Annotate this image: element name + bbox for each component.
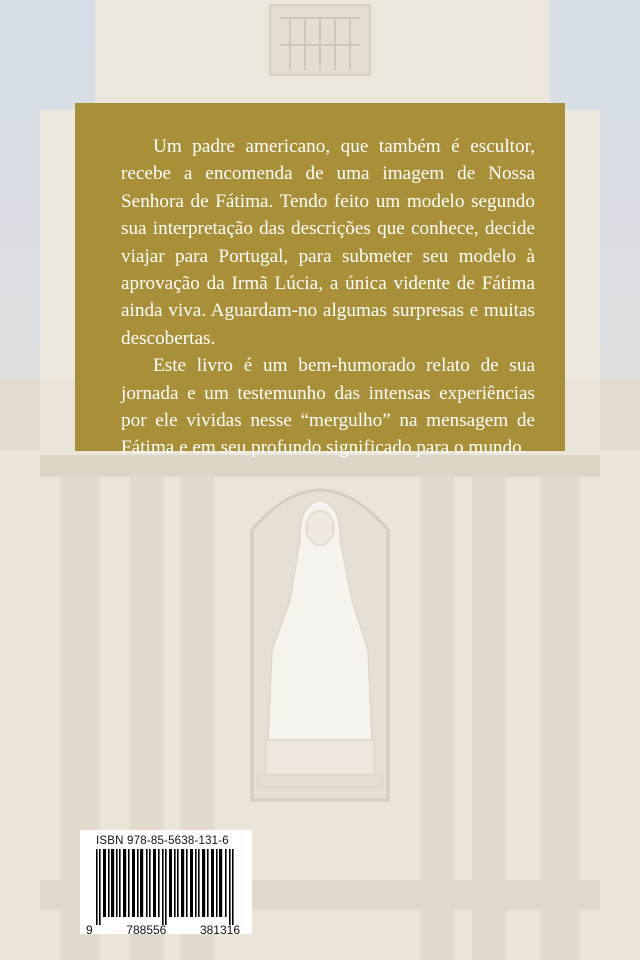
barcode-lead-digit: 9	[86, 923, 93, 937]
blurb-panel	[75, 103, 565, 459]
isbn-barcode	[80, 830, 252, 937]
blurb-paragraph: Este livro é um bem-humorado relato de sua jornada e um testemunho das intensas experiências por ele vividas nesse “mergulho” na mensagem de Fátima e em seu profundo significado para o mundo.	[121, 355, 535, 459]
barcode-digits	[86, 923, 246, 937]
barcode-left-digits: 788556	[126, 923, 167, 937]
barcode-right-digits: 381316	[199, 923, 240, 937]
blurb-paragraph: Um padre americano, que também é escultor, recebe a encomenda de uma imagem de Nossa Senhora de Fátima. Tendo feito um modelo segundo sua interpretação das descrições que conhece, decide viajar para Portugal, para submeter seu modelo à aprovação da Irmã Lúcia, a única vidente de Fátima ainda viva. Aguardam-no algumas surpresas e muitas descobertas.	[121, 136, 535, 349]
barcode-bars	[86, 849, 246, 925]
isbn-label: ISBN 978-85-5638-131-6	[96, 835, 229, 847]
